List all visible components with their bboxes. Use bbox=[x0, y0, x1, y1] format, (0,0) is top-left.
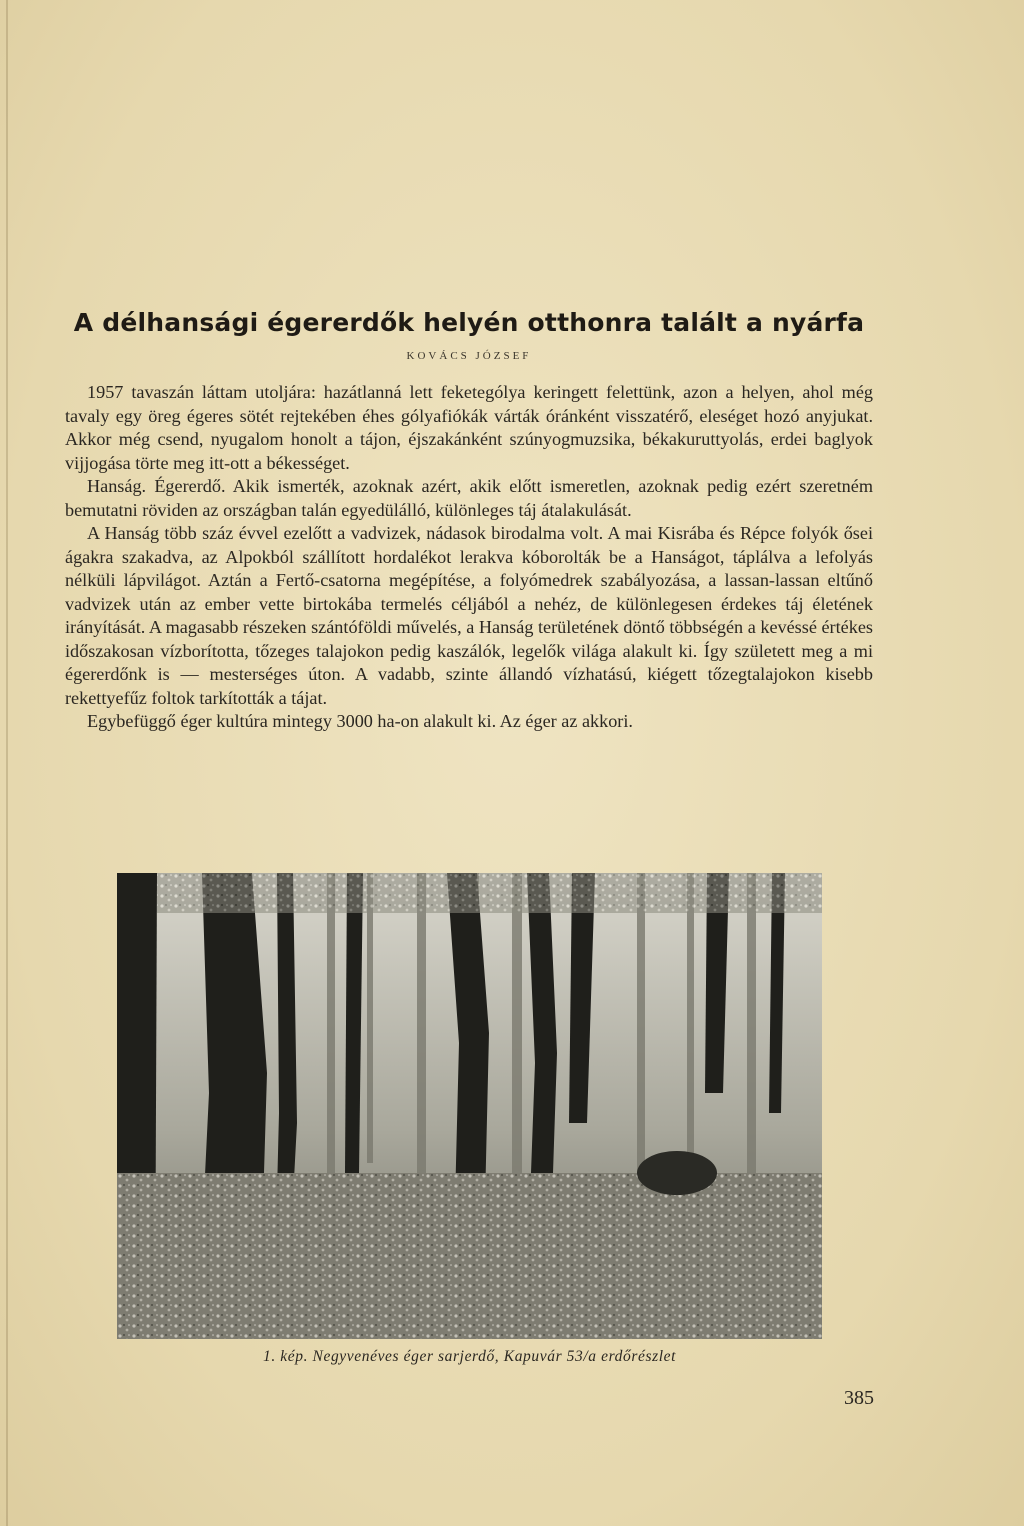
page-number: 385 bbox=[844, 1387, 874, 1409]
article-author: KOVÁCS JÓZSEF bbox=[406, 350, 532, 362]
article-title: A délhansági égererdők helyén otthonra talált a nyárfa bbox=[73, 308, 865, 337]
paragraph-3: A Hanság több száz évvel ezelőtt a vadvizek, nádasok birodalma volt. A mai Kisrába és Répce folyók ősei ágakra szakadva, az Alpokból szállított hordalékot lerakva kóborolták be a Hanságot, táplálva a lefolyás nélküli lápvilágot. Aztán a Fertő-csatorna megépítése, a folyómedrek szabályozása, a lassan-lassan eltűnő vadvizek után az ember vette birtokába termelés céljából a nehéz, de különlegesen érdekes táj életének irányítását. A magasabb részeken szántóföldi művelés, a Hanság területének döntő többségén a kevéssé értékes időszakosan vízborította, tőzeges talajokon pedig kaszálók, legelők világa alakult ki. Így született meg a mi égererdőnk is — mesterséges úton. A vadabb, szinte állandó vízhatású, kiégett tőzegtalajokon kisebb rekettyefűz foltok tarkították a tájat. bbox=[65, 523, 873, 708]
paragraph-4: Egybefüggő éger kultúra mintegy 3000 ha-on alakult ki. Az éger az akkori. bbox=[87, 711, 633, 731]
figure-caption: 1. kép. Negyvenéves éger sarjerdő, Kapuvár 53/a erdőrészlet bbox=[262, 1348, 677, 1365]
article-body bbox=[65, 381, 873, 734]
page-edge bbox=[6, 0, 8, 1526]
paragraph-1: 1957 tavaszán láttam utoljára: hazátlanná lett feketególya keringett felettünk, azon a helyen, ahol még tavaly egy öreg égeres sötét rejtekében éhes gólyafiókák várták óránként visszatérő, eleséget hozó anyjukat. Akkor még csend, nyugalom honolt a tájon, éjszakánként szúnyogmuzsika, békakuruttyolás, erdei baglyok vijjogása törte meg itt-ott a békességet. bbox=[65, 382, 873, 473]
paragraph-2: Hanság. Égererdő. Akik ismerték, azoknak azért, akik előtt ismeretlen, azoknak pedig ezért szeretném bemutatni röviden az országban talán egyedülálló, különleges táj átalakulását. bbox=[65, 476, 873, 520]
forest-photo bbox=[117, 873, 822, 1339]
